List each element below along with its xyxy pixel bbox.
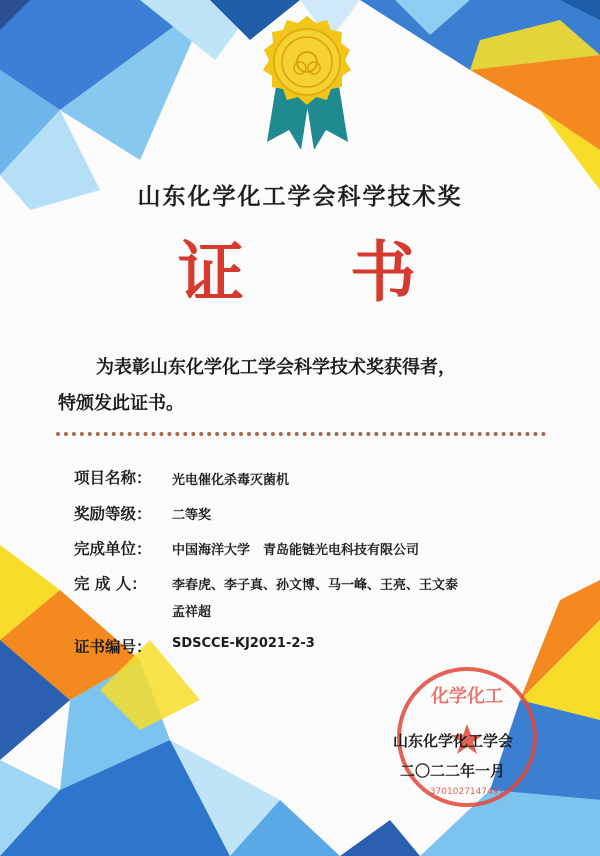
completers-value-line-2: 孟祥超 xyxy=(172,605,212,620)
project-name-label: 项目名称： xyxy=(74,469,152,487)
completers-label: 完 成 人： xyxy=(74,575,147,593)
completing-unit-label: 完成单位： xyxy=(74,540,152,558)
svg-text:化学化工: 化学化工 xyxy=(431,686,503,707)
project-name-value: 光电催化杀毒灭菌机 xyxy=(172,473,290,488)
intro-line-1: 为表彰山东化学化工学会科学技术奖获得者， xyxy=(96,357,456,378)
medal-seal-icon xyxy=(255,10,360,150)
certificate-title-char-2: 书 xyxy=(350,233,416,311)
certificate-number-label: 证书编号： xyxy=(74,638,152,656)
certificate-number-value: SDSCCE-KJ2021-2-3 xyxy=(172,636,315,651)
intro-line-2: 特颁发此证书。 xyxy=(58,393,184,414)
issuer-name: 山东化学化工学会 xyxy=(393,732,514,750)
issue-date: 二〇二二年一月 xyxy=(400,762,506,780)
svg-text:3701027147491: 3701027147491 xyxy=(429,787,505,797)
award-title: 山东化学化工学会科学技术奖 xyxy=(137,183,463,210)
completers-value-line-1: 李春虎、李子真、孙文博、马一峰、王亮、王文泰 xyxy=(172,578,459,593)
award-level-value: 二等奖 xyxy=(172,508,212,523)
completing-unit-value: 中国海洋大学 青岛能链光电科技有限公司 xyxy=(172,543,420,558)
dotted-divider xyxy=(56,432,546,436)
award-level-label: 奖励等级： xyxy=(74,505,152,523)
certificate-title-char-1: 证 xyxy=(178,233,244,311)
